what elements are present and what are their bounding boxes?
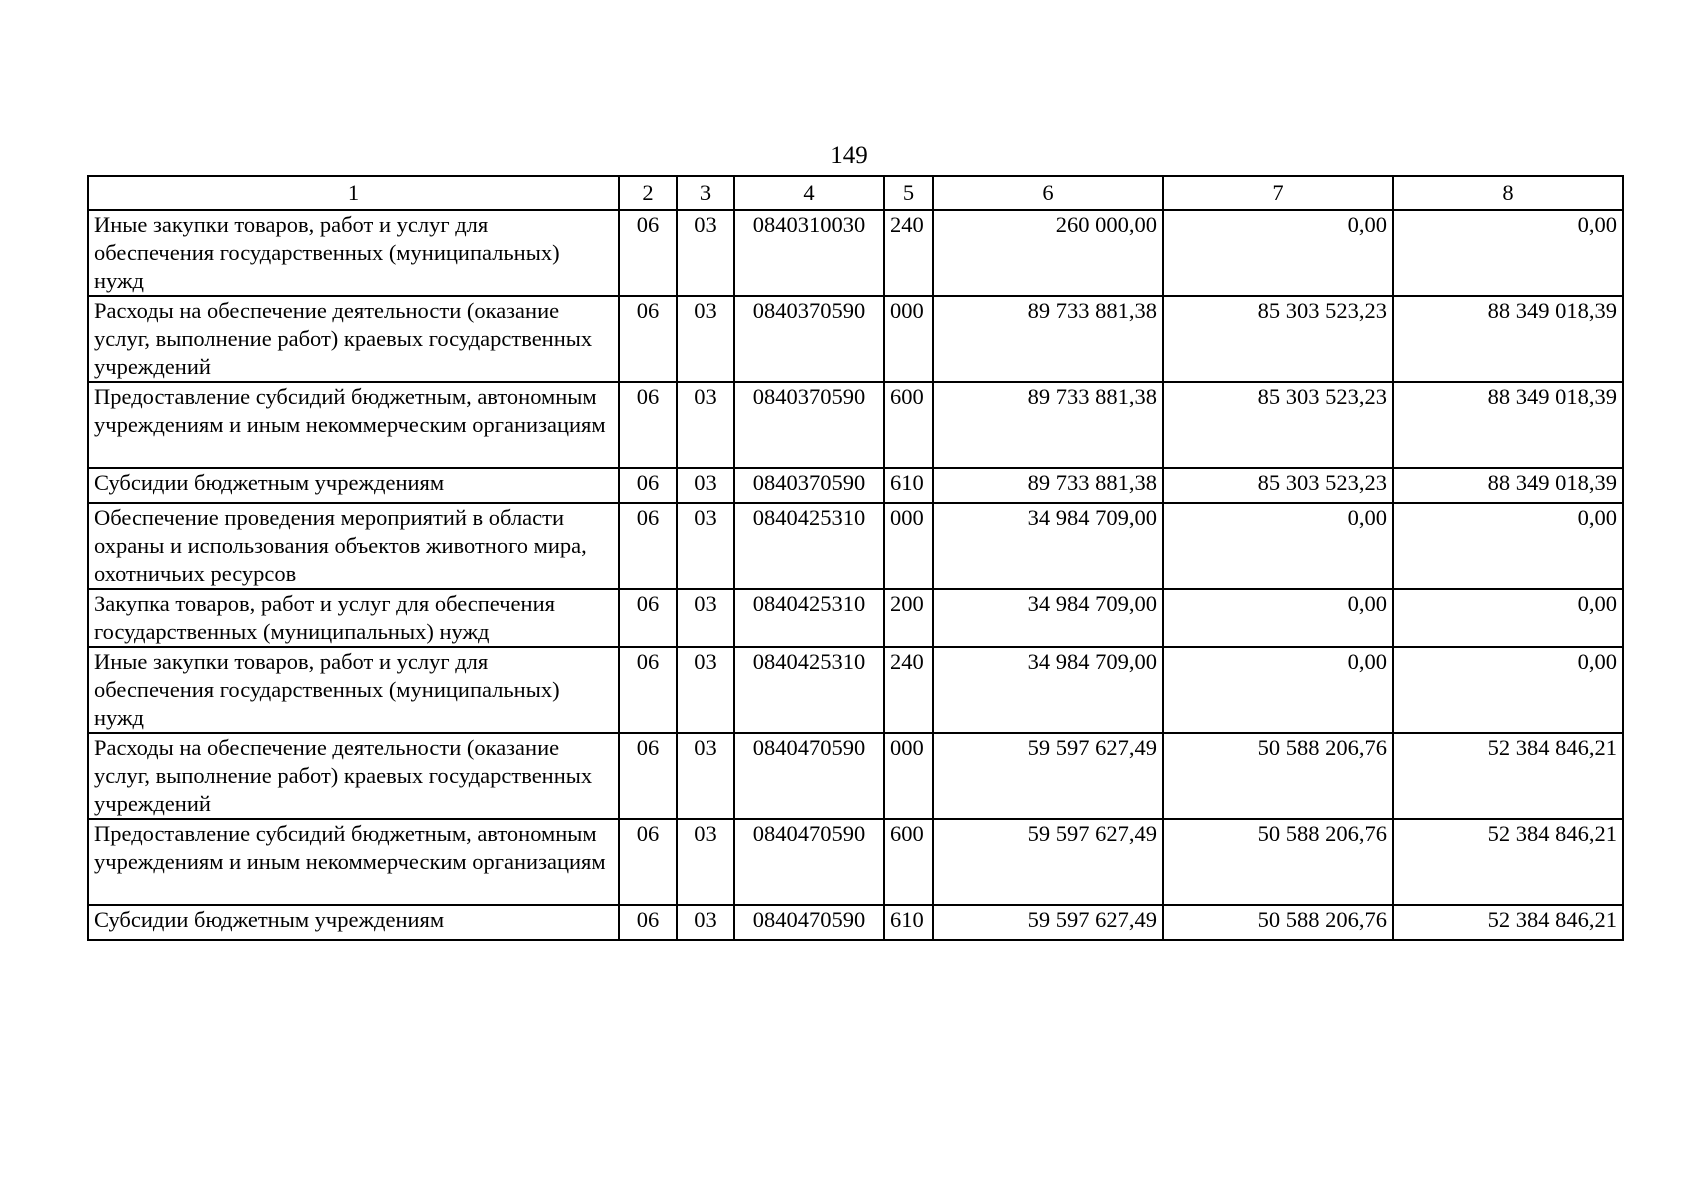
row-expense-type: 240	[884, 647, 933, 733]
table-body	[88, 210, 1623, 940]
row-expense-type: 000	[884, 733, 933, 819]
row-target-code: 0840470590	[734, 905, 884, 940]
row-amount-col6: 89 733 881,38	[933, 468, 1163, 503]
table-row	[88, 468, 1623, 503]
row-target-code: 0840425310	[734, 503, 884, 589]
row-amount-col8: 0,00	[1393, 589, 1623, 647]
table-header	[88, 176, 1623, 210]
row-name: Предоставление субсидий бюджетным, автономным учреждениям и иным некоммерческим организациям	[88, 382, 619, 468]
table-row	[88, 647, 1623, 733]
header-col-4: 4	[734, 176, 884, 210]
table-row	[88, 905, 1623, 940]
row-amount-col7: 85 303 523,23	[1163, 296, 1393, 382]
row-amount-col8: 88 349 018,39	[1393, 468, 1623, 503]
header-col-3: 3	[677, 176, 734, 210]
row-amount-col8: 52 384 846,21	[1393, 905, 1623, 940]
row-expense-type: 610	[884, 905, 933, 940]
row-name: Расходы на обеспечение деятельности (оказание услуг, выполнение работ) краевых государственных учреждений	[88, 296, 619, 382]
row-target-code: 0840310030	[734, 210, 884, 296]
table-row	[88, 296, 1623, 382]
header-col-5: 5	[884, 176, 933, 210]
row-amount-col8: 0,00	[1393, 647, 1623, 733]
row-target-code: 0840425310	[734, 589, 884, 647]
row-amount-col7: 50 588 206,76	[1163, 905, 1393, 940]
row-amount-col7: 85 303 523,23	[1163, 468, 1393, 503]
row-amount-col7: 0,00	[1163, 589, 1393, 647]
header-col-2: 2	[619, 176, 677, 210]
row-expense-type: 240	[884, 210, 933, 296]
row-section: 06	[619, 733, 677, 819]
row-target-code: 0840370590	[734, 382, 884, 468]
row-target-code: 0840470590	[734, 733, 884, 819]
row-name: Обеспечение проведения мероприятий в области охраны и использования объектов животного мира, охотничьих ресурсов	[88, 503, 619, 589]
row-expense-type: 000	[884, 503, 933, 589]
row-name: Субсидии бюджетным учреждениям	[88, 905, 619, 940]
row-expense-type: 000	[884, 296, 933, 382]
row-target-code: 0840370590	[734, 296, 884, 382]
row-amount-col7: 0,00	[1163, 210, 1393, 296]
row-amount-col7: 50 588 206,76	[1163, 819, 1393, 905]
row-amount-col6: 260 000,00	[933, 210, 1163, 296]
row-subsection: 03	[677, 819, 734, 905]
row-section: 06	[619, 210, 677, 296]
row-section: 06	[619, 468, 677, 503]
row-amount-col7: 50 588 206,76	[1163, 733, 1393, 819]
row-target-code: 0840470590	[734, 819, 884, 905]
row-subsection: 03	[677, 589, 734, 647]
page-number: 149	[830, 142, 868, 169]
row-target-code: 0840370590	[734, 468, 884, 503]
row-amount-col6: 59 597 627,49	[933, 905, 1163, 940]
row-subsection: 03	[677, 905, 734, 940]
row-expense-type: 600	[884, 382, 933, 468]
row-expense-type: 600	[884, 819, 933, 905]
row-target-code: 0840425310	[734, 647, 884, 733]
row-amount-col8: 0,00	[1393, 503, 1623, 589]
row-section: 06	[619, 503, 677, 589]
row-amount-col8: 0,00	[1393, 210, 1623, 296]
header-col-6: 6	[933, 176, 1163, 210]
row-amount-col8: 52 384 846,21	[1393, 819, 1623, 905]
row-subsection: 03	[677, 733, 734, 819]
row-expense-type: 200	[884, 589, 933, 647]
row-subsection: 03	[677, 503, 734, 589]
table-row	[88, 733, 1623, 819]
row-name: Расходы на обеспечение деятельности (оказание услуг, выполнение работ) краевых государственных учреждений	[88, 733, 619, 819]
table-row	[88, 210, 1623, 296]
row-subsection: 03	[677, 296, 734, 382]
row-amount-col6: 89 733 881,38	[933, 382, 1163, 468]
row-amount-col6: 59 597 627,49	[933, 819, 1163, 905]
row-amount-col8: 88 349 018,39	[1393, 382, 1623, 468]
row-section: 06	[619, 819, 677, 905]
row-subsection: 03	[677, 647, 734, 733]
row-subsection: 03	[677, 468, 734, 503]
row-subsection: 03	[677, 210, 734, 296]
row-name: Предоставление субсидий бюджетным, автономным учреждениям и иным некоммерческим организациям	[88, 819, 619, 905]
row-amount-col6: 59 597 627,49	[933, 733, 1163, 819]
table-row	[88, 819, 1623, 905]
row-amount-col7: 85 303 523,23	[1163, 382, 1393, 468]
table-row	[88, 503, 1623, 589]
table-row	[88, 382, 1623, 468]
row-amount-col6: 89 733 881,38	[933, 296, 1163, 382]
row-amount-col8: 52 384 846,21	[1393, 733, 1623, 819]
header-col-1: 1	[88, 176, 619, 210]
row-amount-col7: 0,00	[1163, 503, 1393, 589]
row-expense-type: 610	[884, 468, 933, 503]
row-section: 06	[619, 647, 677, 733]
row-section: 06	[619, 589, 677, 647]
row-name: Закупка товаров, работ и услуг для обеспечения государственных (муниципальных) нужд	[88, 589, 619, 647]
row-amount-col6: 34 984 709,00	[933, 647, 1163, 733]
row-section: 06	[619, 382, 677, 468]
row-section: 06	[619, 905, 677, 940]
row-name: Иные закупки товаров, работ и услуг для обеспечения государственных (муниципальных) нужд	[88, 210, 619, 296]
row-name: Иные закупки товаров, работ и услуг для обеспечения государственных (муниципальных) нужд	[88, 647, 619, 733]
row-name: Субсидии бюджетным учреждениям	[88, 468, 619, 503]
table-row	[88, 589, 1623, 647]
header-col-7: 7	[1163, 176, 1393, 210]
row-amount-col8: 88 349 018,39	[1393, 296, 1623, 382]
budget-table	[87, 175, 1624, 941]
row-amount-col6: 34 984 709,00	[933, 589, 1163, 647]
row-amount-col7: 0,00	[1163, 647, 1393, 733]
header-col-8: 8	[1393, 176, 1623, 210]
row-subsection: 03	[677, 382, 734, 468]
header-row	[88, 176, 1623, 210]
row-section: 06	[619, 296, 677, 382]
row-amount-col6: 34 984 709,00	[933, 503, 1163, 589]
